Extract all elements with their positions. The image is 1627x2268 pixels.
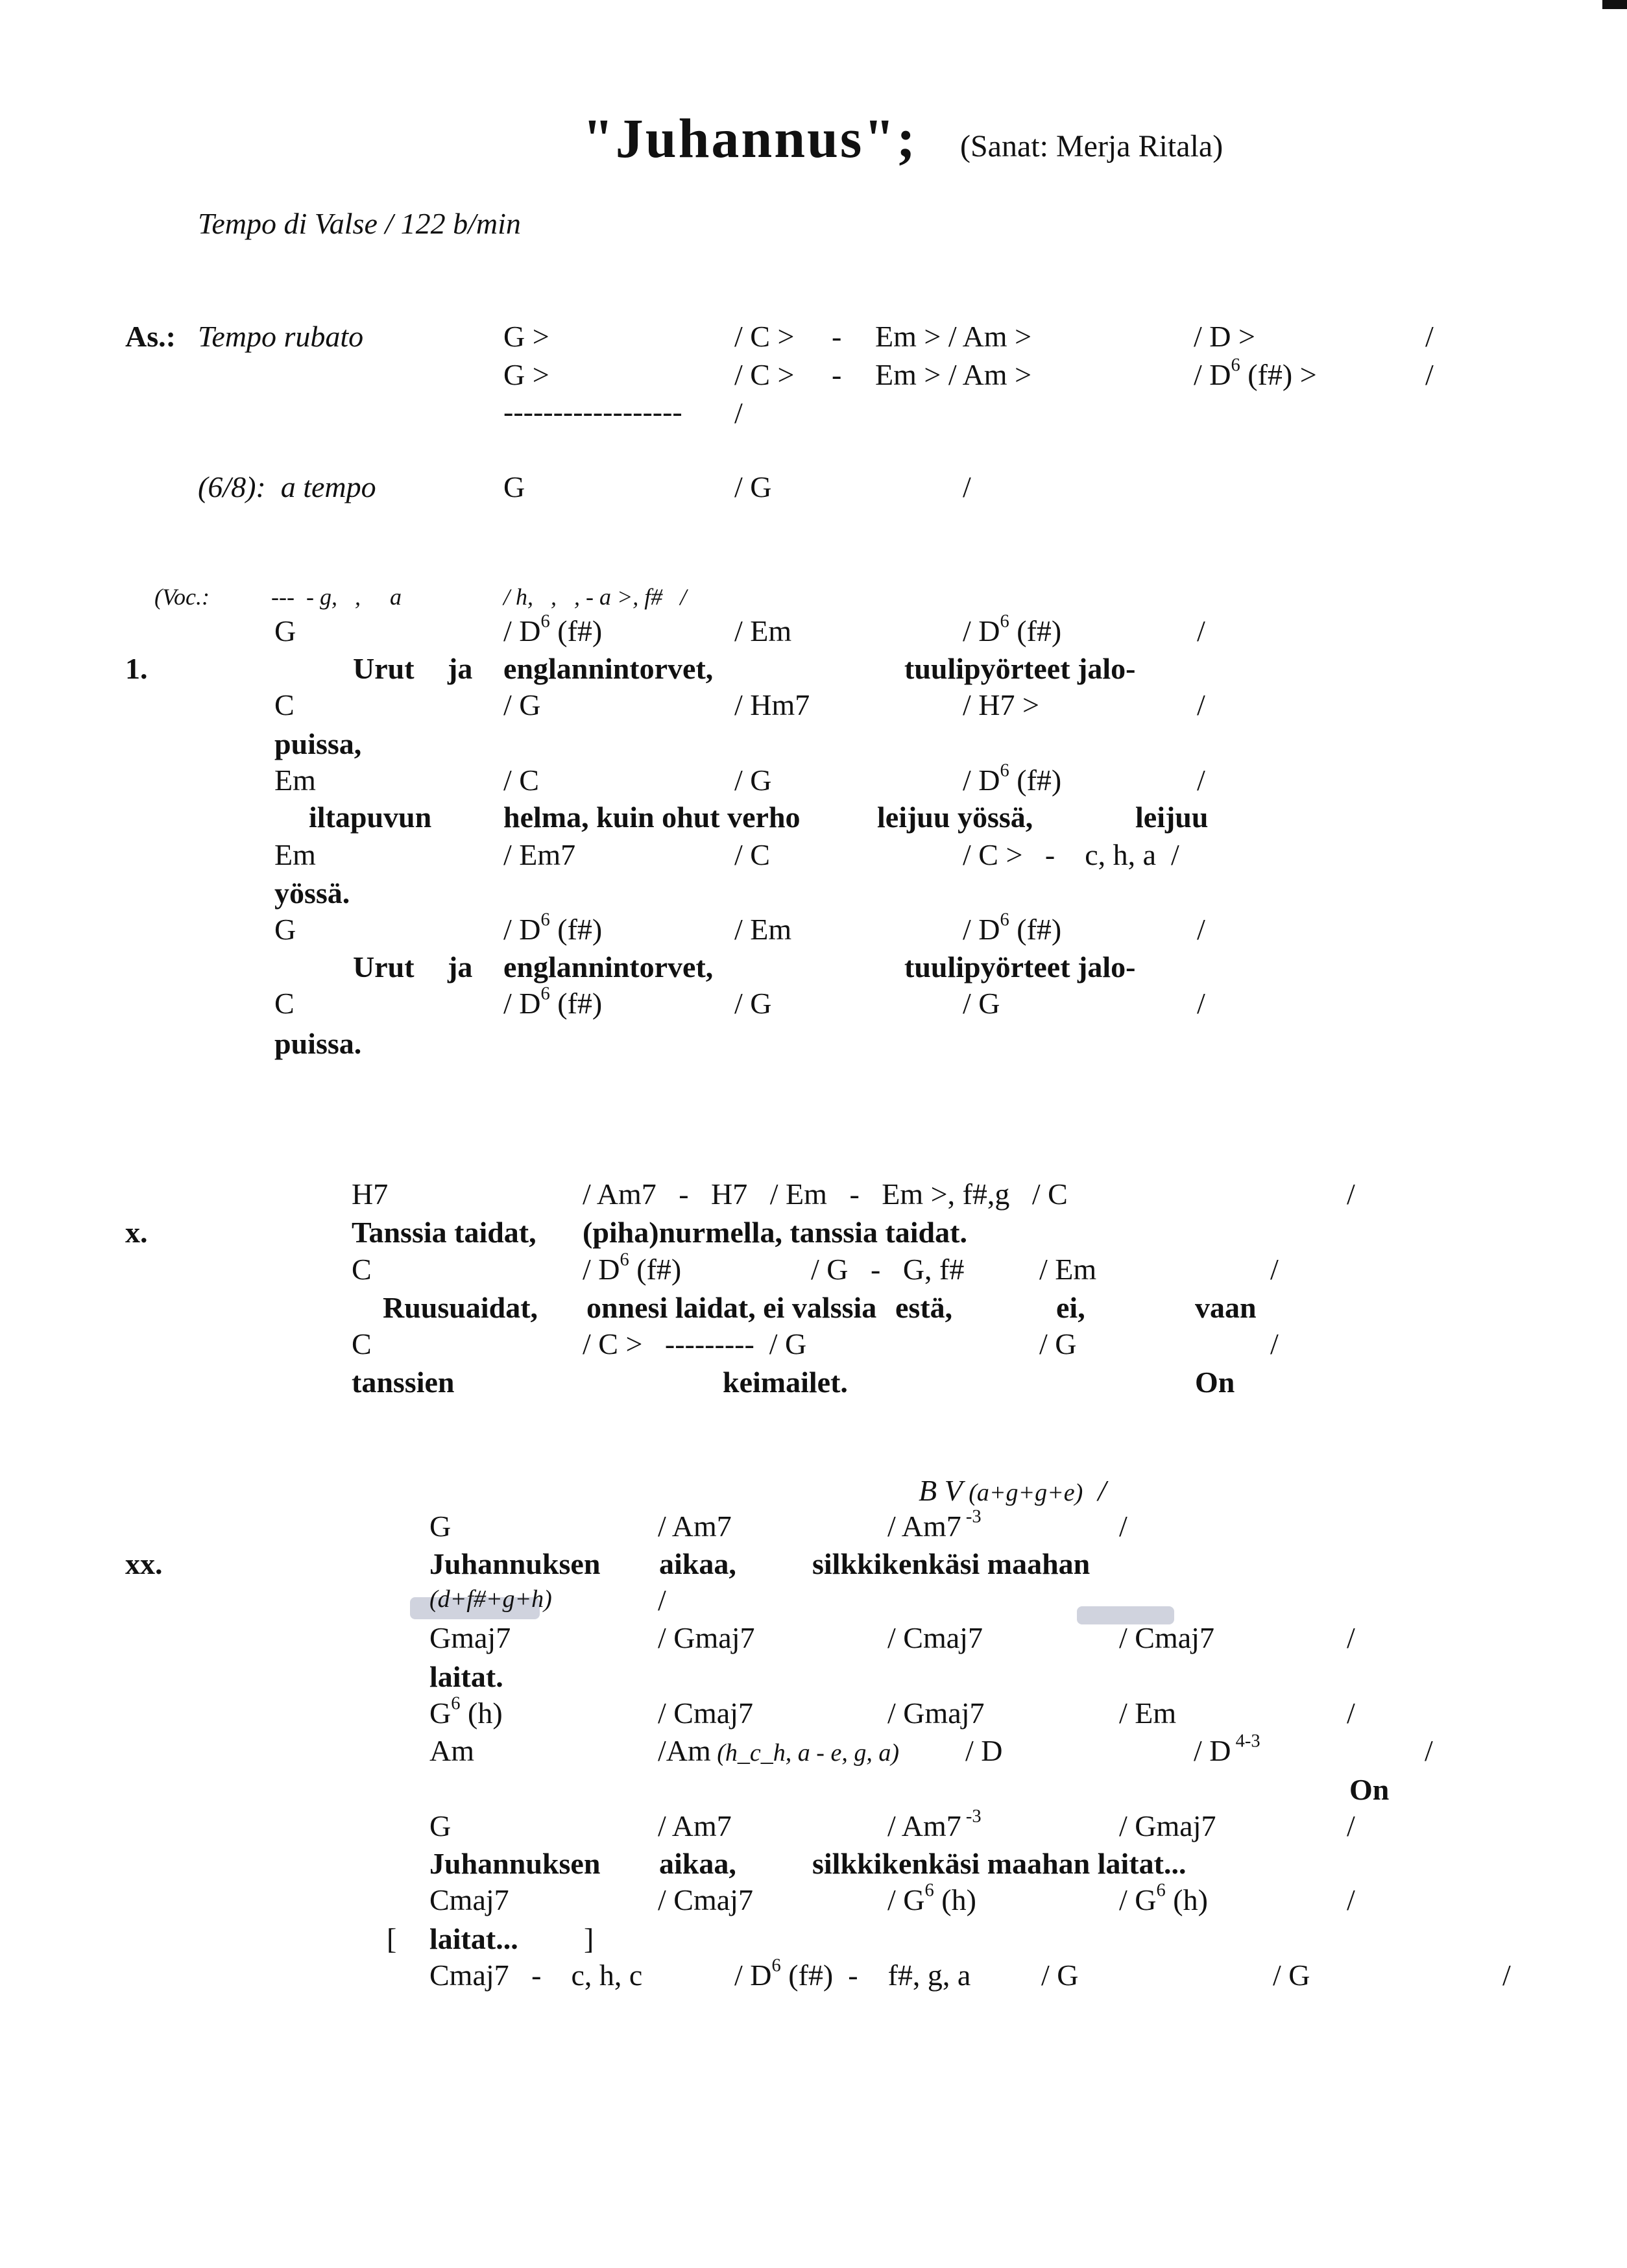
lyric: aikaa, bbox=[659, 1847, 736, 1880]
chord: Em bbox=[274, 838, 316, 871]
chord: Em bbox=[274, 764, 316, 797]
lyric: Juhannuksen bbox=[429, 1547, 601, 1580]
chord: / Em bbox=[1119, 1696, 1177, 1730]
chord: / C > bbox=[734, 358, 795, 391]
bar-line: / bbox=[1119, 1510, 1127, 1543]
bracket: ] bbox=[584, 1922, 594, 1955]
section-number: x. bbox=[125, 1216, 148, 1249]
chord: / C > - c, h, a / bbox=[963, 838, 1179, 871]
lyric: silkkikenkäsi maahan bbox=[812, 1547, 1091, 1580]
chord: / G bbox=[1273, 1959, 1310, 1992]
bar-line: / bbox=[1347, 1809, 1355, 1842]
chord: / Gmaj7 bbox=[658, 1621, 755, 1654]
bar-line: / bbox=[1347, 1621, 1355, 1654]
lyrics-credit: (Sanat: Merja Ritala) bbox=[960, 129, 1223, 163]
chord: / $D^6$ (f#) bbox=[963, 760, 1062, 797]
lyric: (piha)nurmella, tanssia taidat. bbox=[583, 1216, 967, 1249]
chord: Am bbox=[429, 1734, 474, 1767]
chord: / $D^6$ (f#) - f#, g, a bbox=[734, 1955, 971, 1992]
chord: Cmaj7 - c, h, c bbox=[429, 1959, 643, 1992]
chord: / $G^6$ (h) bbox=[887, 1880, 976, 1916]
section-number: xx. bbox=[125, 1547, 163, 1580]
lyric: On bbox=[1349, 1773, 1390, 1806]
bar-line: / bbox=[1347, 1883, 1355, 1916]
barre-marking: B V (a+g+g+e) / bbox=[919, 1474, 1107, 1507]
lyric: keimailet. bbox=[723, 1366, 848, 1399]
chord: H7 bbox=[352, 1177, 389, 1211]
bracket: [ bbox=[387, 1922, 397, 1955]
lyric: tuulipyörteet jalo- bbox=[904, 950, 1136, 983]
lyric: onnesi laidat, ei valssia bbox=[586, 1291, 877, 1324]
chord: / G bbox=[1039, 1327, 1077, 1360]
lyric: tanssien bbox=[352, 1366, 455, 1399]
chord: C bbox=[352, 1327, 372, 1360]
chord: / Cmaj7 bbox=[1119, 1621, 1214, 1654]
chord: / Cmaj7 bbox=[658, 1883, 753, 1916]
chord: / Am7 - H7 / Em - Em >, f#,g / C bbox=[583, 1177, 1068, 1211]
chord: / $D^6$ (f#) bbox=[583, 1249, 682, 1286]
lyric: On bbox=[1195, 1366, 1235, 1399]
bar-line: / bbox=[1197, 688, 1205, 721]
lyric: tuulipyörteet jalo- bbox=[904, 652, 1136, 685]
bar-line: / bbox=[963, 470, 971, 503]
lyric: iltapuvun bbox=[309, 801, 432, 834]
lyric: laitat. bbox=[429, 1660, 503, 1693]
verse-number: 1. bbox=[125, 652, 148, 685]
lyric: estä, bbox=[895, 1291, 953, 1324]
lyric: silkkikenkäsi maahan laitat... bbox=[812, 1847, 1187, 1880]
chord: G bbox=[503, 470, 525, 503]
bar-line: / bbox=[1270, 1253, 1279, 1286]
chord: / $D^6$ (f#) bbox=[963, 910, 1062, 946]
lyric: ei, bbox=[1056, 1291, 1085, 1324]
chord: / Am7 $^{-3}$ bbox=[887, 1506, 982, 1543]
lyric: ja bbox=[448, 652, 473, 685]
chord: / Em bbox=[1039, 1253, 1097, 1286]
chord: - bbox=[832, 320, 842, 353]
lyric: leijuu yössä, bbox=[877, 801, 1033, 834]
chord: / $D^6$ (f#) > bbox=[1194, 355, 1317, 391]
dash-line: ------------------ bbox=[503, 395, 682, 428]
lyric: Urut bbox=[353, 950, 415, 983]
lyric: Juhannuksen bbox=[429, 1847, 601, 1880]
chord: / Cmaj7 bbox=[887, 1621, 983, 1654]
chord: / G bbox=[1041, 1959, 1079, 1992]
bar-line: / bbox=[1197, 764, 1205, 797]
chord: / Am7 $^{-3}$ bbox=[887, 1806, 982, 1842]
lyric: aikaa, bbox=[659, 1547, 736, 1580]
chord: / Em bbox=[734, 913, 792, 946]
chord: G bbox=[429, 1809, 452, 1842]
lyric: laitat... bbox=[429, 1922, 518, 1955]
lyric: englannintorvet, bbox=[503, 950, 714, 983]
chord: / G bbox=[734, 470, 772, 503]
intro-label: As.: bbox=[125, 320, 176, 353]
chord: / Am7 bbox=[658, 1809, 732, 1842]
lyric: vaan bbox=[1195, 1291, 1257, 1324]
chord: Em > / Am > bbox=[875, 358, 1032, 391]
chord: / G bbox=[503, 688, 541, 721]
tempo-marking: Tempo di Valse / 122 b/min bbox=[198, 207, 521, 240]
a-tempo-label: (6/8): a tempo bbox=[198, 470, 376, 503]
chord: / Hm7 bbox=[734, 688, 810, 721]
chord: C bbox=[274, 987, 295, 1020]
chord: / $D^6$ (f#) bbox=[503, 611, 603, 647]
chord: - bbox=[832, 358, 842, 391]
voc-label: (Voc.: bbox=[154, 584, 210, 610]
chord: Cmaj7 bbox=[429, 1883, 509, 1916]
lyric: puissa. bbox=[274, 1027, 362, 1060]
lyric: Ruusuaidat, bbox=[383, 1291, 538, 1324]
bar-line: / bbox=[1270, 1327, 1279, 1360]
bar-line: / bbox=[1347, 1696, 1355, 1730]
bar-line: / bbox=[1425, 320, 1434, 353]
bar-line: / bbox=[1347, 1177, 1355, 1211]
voc-notes: --- - g, , a bbox=[271, 584, 402, 610]
chord: / H7 > bbox=[963, 688, 1039, 721]
chord: / C > bbox=[734, 320, 795, 353]
chord: G > bbox=[503, 320, 549, 353]
chord: / $D^6$ (f#) bbox=[503, 983, 603, 1020]
chord: G bbox=[274, 913, 296, 946]
chord: C bbox=[352, 1253, 372, 1286]
chord: / Em7 bbox=[503, 838, 576, 871]
bar-line: / bbox=[734, 396, 743, 429]
chord: / C > --------- / G bbox=[583, 1327, 807, 1360]
bar-line: / bbox=[1197, 614, 1205, 647]
lyric: Urut bbox=[353, 652, 415, 685]
chord: / Gmaj7 bbox=[887, 1696, 985, 1730]
lyric: ja bbox=[448, 950, 473, 983]
chord: / $D^6$ (f#) bbox=[503, 910, 603, 946]
chord: / C bbox=[503, 764, 539, 797]
song-title: "Juhannus"; bbox=[583, 107, 917, 169]
chord: Em > / Am > bbox=[875, 320, 1032, 353]
chord: / D bbox=[965, 1734, 1003, 1767]
chord: / D > bbox=[1194, 320, 1255, 353]
chord: / G - G, f# bbox=[811, 1253, 965, 1286]
chord: C bbox=[274, 688, 295, 721]
intro-rubato: Tempo rubato bbox=[198, 320, 364, 353]
chord: G > bbox=[503, 358, 549, 391]
chord: /Am (h_c_h, a - e, g, a) bbox=[658, 1734, 899, 1767]
chord: / Gmaj7 bbox=[1119, 1809, 1216, 1842]
lyric: helma, kuin ohut verho bbox=[503, 801, 801, 834]
bar-line: / bbox=[1197, 913, 1205, 946]
bar-line: / bbox=[1425, 1734, 1433, 1767]
chord: / Am7 bbox=[658, 1510, 732, 1543]
chord: / $G^6$ (h) bbox=[1119, 1880, 1208, 1916]
chord: G bbox=[429, 1510, 452, 1543]
bar-line: / bbox=[1425, 358, 1434, 391]
bass-notes: (d+f#+g+h) bbox=[429, 1586, 552, 1613]
chord: / G bbox=[734, 987, 772, 1020]
chord: / Cmaj7 bbox=[658, 1696, 753, 1730]
voc-notes: / h, , , - a >, f# / bbox=[503, 584, 687, 610]
chord: / Em bbox=[734, 614, 792, 647]
chord: $G^6$ (h) bbox=[429, 1693, 503, 1730]
chord: Gmaj7 bbox=[429, 1621, 511, 1654]
bar-line: / bbox=[658, 1584, 666, 1617]
lyric: Tanssia taidat, bbox=[352, 1216, 536, 1249]
bar-line: / bbox=[1197, 987, 1205, 1020]
bar-line: / bbox=[1502, 1959, 1511, 1992]
lyric: puissa, bbox=[274, 727, 362, 760]
chord: / G bbox=[963, 987, 1000, 1020]
chord: G bbox=[274, 614, 296, 647]
chord: / D $^{4-3}$ bbox=[1194, 1731, 1260, 1767]
chord: / G bbox=[734, 764, 772, 797]
chord: / $D^6$ (f#) bbox=[963, 611, 1062, 647]
lyric: leijuu bbox=[1135, 801, 1209, 834]
lyric: yössä. bbox=[274, 876, 350, 910]
scan-corner-mark bbox=[1602, 0, 1627, 9]
chord: / C bbox=[734, 838, 770, 871]
lyric: englannintorvet, bbox=[503, 652, 714, 685]
